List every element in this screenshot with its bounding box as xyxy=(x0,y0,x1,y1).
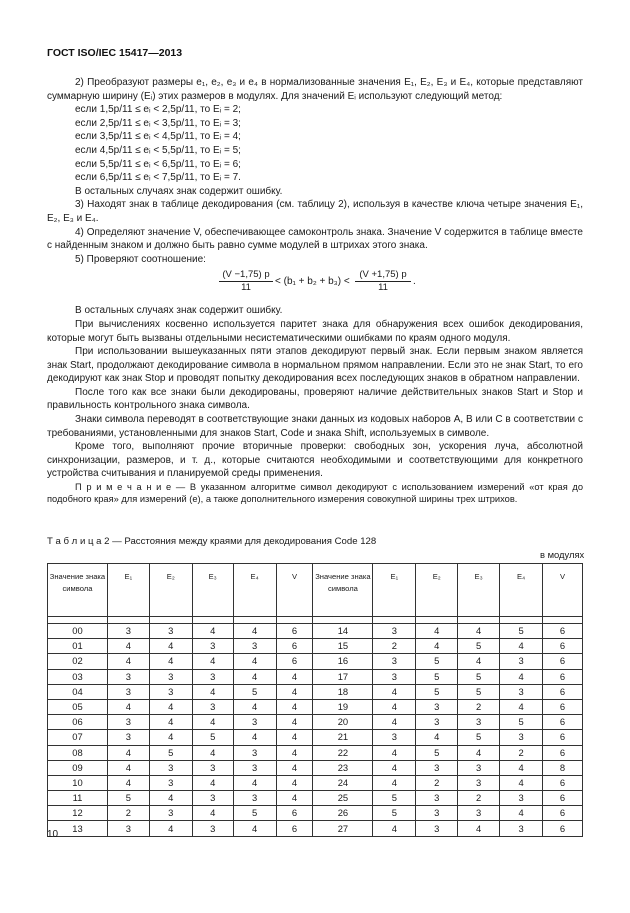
table-cell: 4 xyxy=(192,745,233,760)
table-cell: 15 xyxy=(313,639,373,654)
table-cell: 4 xyxy=(233,730,276,745)
equation xyxy=(47,269,583,301)
table-cell: 11 xyxy=(48,791,108,806)
table-cell: 4 xyxy=(276,745,313,760)
table-cell: 3 xyxy=(500,684,543,699)
table-body xyxy=(48,617,583,837)
table-row xyxy=(48,639,583,654)
header-e2: E₂ xyxy=(149,564,192,617)
table-cell: 4 xyxy=(373,699,416,714)
table-cell: 3 xyxy=(149,775,192,790)
table-cell: 6 xyxy=(543,806,583,821)
header-e4: E₄ xyxy=(233,564,276,617)
table-cell: 07 xyxy=(48,730,108,745)
table-cell: 4 xyxy=(192,654,233,669)
table-cell: 4 xyxy=(192,806,233,821)
table-cell: 3 xyxy=(149,760,192,775)
table-cell: 3 xyxy=(500,821,543,836)
table-cell: 5 xyxy=(458,684,500,699)
table-cell: 4 xyxy=(500,775,543,790)
table-cell: 6 xyxy=(543,669,583,684)
table-cell: 4 xyxy=(276,775,313,790)
header-v: V xyxy=(543,564,583,617)
table-cell: 4 xyxy=(233,624,276,639)
header-value: Значение знака символа xyxy=(313,564,373,617)
table-cell: 5 xyxy=(416,745,458,760)
table-cell: 18 xyxy=(313,684,373,699)
condition-item: если 3,5p/11 ≤ eᵢ < 4,5p/11, то Eᵢ = 4; xyxy=(75,131,241,143)
table-cell: 00 xyxy=(48,624,108,639)
table-cell: 3 xyxy=(416,699,458,714)
table-cell: 3 xyxy=(107,624,149,639)
equation-middle: < (b₁ + b₂ + b₃) < xyxy=(275,276,350,288)
table-cell: 5 xyxy=(192,730,233,745)
table-cell: 4 xyxy=(500,760,543,775)
table-cell: 6 xyxy=(543,624,583,639)
table-cell: 4 xyxy=(373,821,416,836)
table-cell: 3 xyxy=(458,760,500,775)
table-cell: 6 xyxy=(276,821,313,836)
document-header: ГОСТ ISO/IEC 15417—2013 xyxy=(47,47,183,59)
table-cell: 3 xyxy=(107,730,149,745)
table-cell: 3 xyxy=(192,791,233,806)
paragraph-parity: При вычислениях косвенно используется паритет знака для обнаружения всех ошибок декодирования, которые могут быть вызваны отдельными несистематическими ошибками по краям одного модуля. xyxy=(47,318,583,344)
equation-end: . xyxy=(413,276,416,288)
table-cell: 4 xyxy=(149,654,192,669)
paragraph-convert: Знаки символа переводят в соответствующие знаки данных из кодовых наборов A, B или C в соответствии с требованиями, установленными для знаков Start, Code и знака Shift, используемых в символе. xyxy=(47,414,583,439)
table-cell: 4 xyxy=(373,715,416,730)
table-cell: 3 xyxy=(233,745,276,760)
table-cell: 10 xyxy=(48,775,108,790)
table-cell: 4 xyxy=(107,745,149,760)
paragraph-step3: 3) Находят знак в таблице декодирования (см. таблицу 2), используя в качестве ключа четыре значения E₁, E₂, E₃ и E₄. xyxy=(47,199,583,224)
table-cell: 4 xyxy=(192,715,233,730)
table-cell: 5 xyxy=(233,806,276,821)
equation-right-numerator: (V +1,75) p xyxy=(355,269,411,282)
table-cell: 5 xyxy=(149,745,192,760)
table-cell: 3 xyxy=(458,775,500,790)
table-row xyxy=(48,684,583,699)
table-cell: 6 xyxy=(543,745,583,760)
table-row xyxy=(48,624,583,639)
equation-left-fraction xyxy=(219,269,273,294)
table-cell: 6 xyxy=(543,730,583,745)
table-cell: 4 xyxy=(192,684,233,699)
decoding-table xyxy=(47,563,583,837)
table-cell: 3 xyxy=(192,699,233,714)
table-cell: 19 xyxy=(313,699,373,714)
table-cell: 3 xyxy=(500,730,543,745)
table-cell: 4 xyxy=(276,730,313,745)
table-cell: 4 xyxy=(192,775,233,790)
table-cell: 5 xyxy=(500,715,543,730)
conditions-list xyxy=(47,103,583,185)
table-cell: 5 xyxy=(416,654,458,669)
table-cell: 4 xyxy=(107,654,149,669)
table-cell: 5 xyxy=(458,669,500,684)
table-row xyxy=(48,775,583,790)
table-cell: 4 xyxy=(373,745,416,760)
table-cell: 5 xyxy=(373,806,416,821)
table-cell: 5 xyxy=(500,624,543,639)
table-cell: 3 xyxy=(192,669,233,684)
table-cell: 16 xyxy=(313,654,373,669)
table-cell: 4 xyxy=(458,624,500,639)
table-cell: 3 xyxy=(107,669,149,684)
table-cell: 22 xyxy=(313,745,373,760)
paragraph-error1: В остальных случаях знак содержит ошибку. xyxy=(75,185,283,197)
table-cell: 4 xyxy=(500,806,543,821)
table-cell: 3 xyxy=(416,821,458,836)
table-cell: 5 xyxy=(416,669,458,684)
table-cell: 4 xyxy=(276,684,313,699)
table-cell: 3 xyxy=(500,654,543,669)
table-cell: 2 xyxy=(458,699,500,714)
table-row xyxy=(48,699,583,714)
paragraph-error2: В остальных случаях знак содержит ошибку. xyxy=(75,305,283,317)
table-cell: 17 xyxy=(313,669,373,684)
table-cell: 27 xyxy=(313,821,373,836)
table-cell: 4 xyxy=(233,654,276,669)
table-cell: 3 xyxy=(500,791,543,806)
table-cell: 12 xyxy=(48,806,108,821)
table-cell: 14 xyxy=(313,624,373,639)
table-cell: 3 xyxy=(107,715,149,730)
table-cell: 3 xyxy=(149,806,192,821)
header-value: Значение знака символа xyxy=(48,564,108,617)
table-cell: 02 xyxy=(48,654,108,669)
header-v: V xyxy=(276,564,313,617)
table-cell: 08 xyxy=(48,745,108,760)
table-cell: 6 xyxy=(276,639,313,654)
table-cell: 4 xyxy=(107,775,149,790)
table-cell: 25 xyxy=(313,791,373,806)
table-cell: 3 xyxy=(373,624,416,639)
table-cell: 2 xyxy=(458,791,500,806)
table-row xyxy=(48,654,583,669)
table-cell: 4 xyxy=(233,775,276,790)
table-caption: Т а б л и ц а 2 — Расстояния между краями для декодирования Code 128 xyxy=(47,536,377,547)
table-cell: 4 xyxy=(192,624,233,639)
table-cell: 3 xyxy=(373,669,416,684)
table-cell: 4 xyxy=(149,821,192,836)
table-cell: 4 xyxy=(500,699,543,714)
header-e1: E₁ xyxy=(373,564,416,617)
table-cell: 3 xyxy=(458,806,500,821)
equation-left-denominator: 11 xyxy=(241,282,251,294)
header-e2: E₂ xyxy=(416,564,458,617)
table-cell: 4 xyxy=(276,760,313,775)
condition-item: если 4,5p/11 ≤ eᵢ < 5,5p/11, то Eᵢ = 5; xyxy=(75,144,241,156)
page-number: 10 xyxy=(47,829,59,840)
table-cell: 4 xyxy=(373,775,416,790)
table-cell: 4 xyxy=(149,791,192,806)
table-cell: 4 xyxy=(276,791,313,806)
table-cell: 5 xyxy=(373,791,416,806)
table-cell: 2 xyxy=(107,806,149,821)
table-cell: 2 xyxy=(416,775,458,790)
table-cell: 3 xyxy=(149,669,192,684)
condition-item: если 6,5p/11 ≤ eᵢ < 7,5p/11, то Eᵢ = 7. xyxy=(75,172,241,184)
table-cell: 4 xyxy=(107,699,149,714)
table-row xyxy=(48,821,583,836)
condition-item: если 1,5p/11 ≤ eᵢ < 2,5p/11, то Eᵢ = 2; xyxy=(75,104,241,116)
table-cell: 4 xyxy=(416,624,458,639)
paragraph-check: После того как все знаки были декодированы, проверяют наличие действительных знаков Start и Stop и правильность контрольного знака символа. xyxy=(47,386,583,412)
table-header-row xyxy=(48,564,583,617)
table-cell: 3 xyxy=(416,791,458,806)
table-cell: 5 xyxy=(416,684,458,699)
table-cell: 3 xyxy=(373,730,416,745)
table-cell: 4 xyxy=(149,639,192,654)
table-cell: 3 xyxy=(233,639,276,654)
table-cell: 8 xyxy=(543,760,583,775)
table-cell: 5 xyxy=(233,684,276,699)
table-cell: 3 xyxy=(233,791,276,806)
table-cell: 6 xyxy=(276,654,313,669)
note: П р и м е ч а н и е — В указанном алгоритме символ декодируют с использованием измерений «от края до подобного края» для измерений (e), а также дополнительного измерения совокупной ширины трех штрихов. xyxy=(47,482,583,505)
header-e4: E₄ xyxy=(500,564,543,617)
table-cell: 4 xyxy=(373,760,416,775)
header-e3: E₃ xyxy=(458,564,500,617)
body-text xyxy=(47,76,583,506)
table-cell: 5 xyxy=(107,791,149,806)
table-cell: 4 xyxy=(276,715,313,730)
table-cell: 03 xyxy=(48,669,108,684)
table-cell: 3 xyxy=(149,624,192,639)
table-cell: 3 xyxy=(416,715,458,730)
table-cell: 4 xyxy=(233,699,276,714)
table-cell: 4 xyxy=(149,699,192,714)
table-cell: 3 xyxy=(107,821,149,836)
table-cell: 4 xyxy=(373,684,416,699)
table-cell: 26 xyxy=(313,806,373,821)
table-cell: 4 xyxy=(276,669,313,684)
table-cell: 4 xyxy=(416,730,458,745)
header-e1: E₁ xyxy=(107,564,149,617)
table-spacer-row xyxy=(48,617,583,624)
table-cell: 5 xyxy=(458,639,500,654)
table-cell: 4 xyxy=(149,715,192,730)
table-row xyxy=(48,745,583,760)
equation-left-numerator: (V −1,75) p xyxy=(219,269,273,282)
table-cell: 3 xyxy=(416,806,458,821)
table-cell: 3 xyxy=(192,760,233,775)
table-cell: 3 xyxy=(373,654,416,669)
table-cell: 6 xyxy=(543,791,583,806)
table-cell: 3 xyxy=(233,760,276,775)
table-cell: 4 xyxy=(500,669,543,684)
paragraph-step5: 5) Проверяют соотношение: xyxy=(75,253,206,265)
table-cell: 4 xyxy=(500,639,543,654)
table-cell: 4 xyxy=(458,821,500,836)
table-cell: 6 xyxy=(543,821,583,836)
table-cell: 05 xyxy=(48,699,108,714)
table-cell: 3 xyxy=(107,684,149,699)
table-cell: 21 xyxy=(313,730,373,745)
paragraph-start: При использовании вышеуказанных пяти этапов декодируют первый знак. Если первым знаком является знак Start, продолжают декодирование символа в нормальном прямом направлении. Если это не знак Start, то его декодируют как знак Stop и проводят попытку декодирования всех последующих знаков в обратном направлении. xyxy=(47,346,583,385)
table-unit: в модулях xyxy=(540,549,585,560)
table-cell: 4 xyxy=(458,654,500,669)
condition-item: если 2,5p/11 ≤ eᵢ < 3,5p/11, то Eᵢ = 3; xyxy=(75,117,241,129)
table-cell: 3 xyxy=(233,715,276,730)
table-cell: 6 xyxy=(543,654,583,669)
table-cell: 4 xyxy=(233,669,276,684)
equation-right-denominator: 11 xyxy=(378,282,388,294)
table-cell: 4 xyxy=(416,639,458,654)
table-cell: 6 xyxy=(543,775,583,790)
header-e3: E₃ xyxy=(192,564,233,617)
table-cell: 6 xyxy=(543,715,583,730)
table-cell: 4 xyxy=(107,639,149,654)
table-row xyxy=(48,715,583,730)
table-cell: 01 xyxy=(48,639,108,654)
table-cell: 5 xyxy=(458,730,500,745)
table-row xyxy=(48,669,583,684)
table-cell: 6 xyxy=(543,699,583,714)
table-cell: 4 xyxy=(149,730,192,745)
table-cell: 09 xyxy=(48,760,108,775)
table-cell: 3 xyxy=(458,715,500,730)
paragraph-step2: 2) Преобразуют размеры e₁, e₂, e₃ и e₄ в нормализованные значения E₁, E₂, E₃ и E₄, которые представляют суммарную ширину (Eᵢ) этих размеров в модулях. Для значений Eᵢ используют следующий метод: xyxy=(47,77,583,102)
table-cell: 6 xyxy=(543,639,583,654)
paragraph-secondary: Кроме того, выполняют прочие вторичные проверки: свободных зон, ускорения луча, абсолютной синхронизации, размеров, и т. д., которые считаются необходимыми и соответствующими для конкретного устройства считывания и планируемой среды применения. xyxy=(47,441,583,480)
table-cell: 23 xyxy=(313,760,373,775)
table-row xyxy=(48,806,583,821)
equation-right-fraction xyxy=(355,269,411,294)
table-cell: 3 xyxy=(192,821,233,836)
table-cell: 6 xyxy=(276,806,313,821)
table-cell: 4 xyxy=(458,745,500,760)
table-cell: 2 xyxy=(373,639,416,654)
paragraph-step4: 4) Определяют значение V, обеспечивающее самоконтроль знака. Значение V содержится в таблице вместе с найденным знаком и должно быть равно сумме модулей в штрихах этого знака. xyxy=(47,226,583,252)
table-cell: 20 xyxy=(313,715,373,730)
table-row xyxy=(48,760,583,775)
table-row xyxy=(48,730,583,745)
table-cell: 6 xyxy=(543,684,583,699)
table-cell: 24 xyxy=(313,775,373,790)
table-cell: 13 xyxy=(48,821,108,836)
condition-item: если 5,5p/11 ≤ eᵢ < 6,5p/11, то Eᵢ = 6; xyxy=(75,158,241,170)
table-cell: 2 xyxy=(500,745,543,760)
table-cell: 4 xyxy=(107,760,149,775)
table-row xyxy=(48,791,583,806)
table-cell: 3 xyxy=(192,639,233,654)
table-cell: 4 xyxy=(233,821,276,836)
table-cell: 06 xyxy=(48,715,108,730)
table-cell: 3 xyxy=(149,684,192,699)
table-cell: 6 xyxy=(276,624,313,639)
table-cell: 4 xyxy=(276,699,313,714)
table-cell: 3 xyxy=(416,760,458,775)
table-cell: 04 xyxy=(48,684,108,699)
